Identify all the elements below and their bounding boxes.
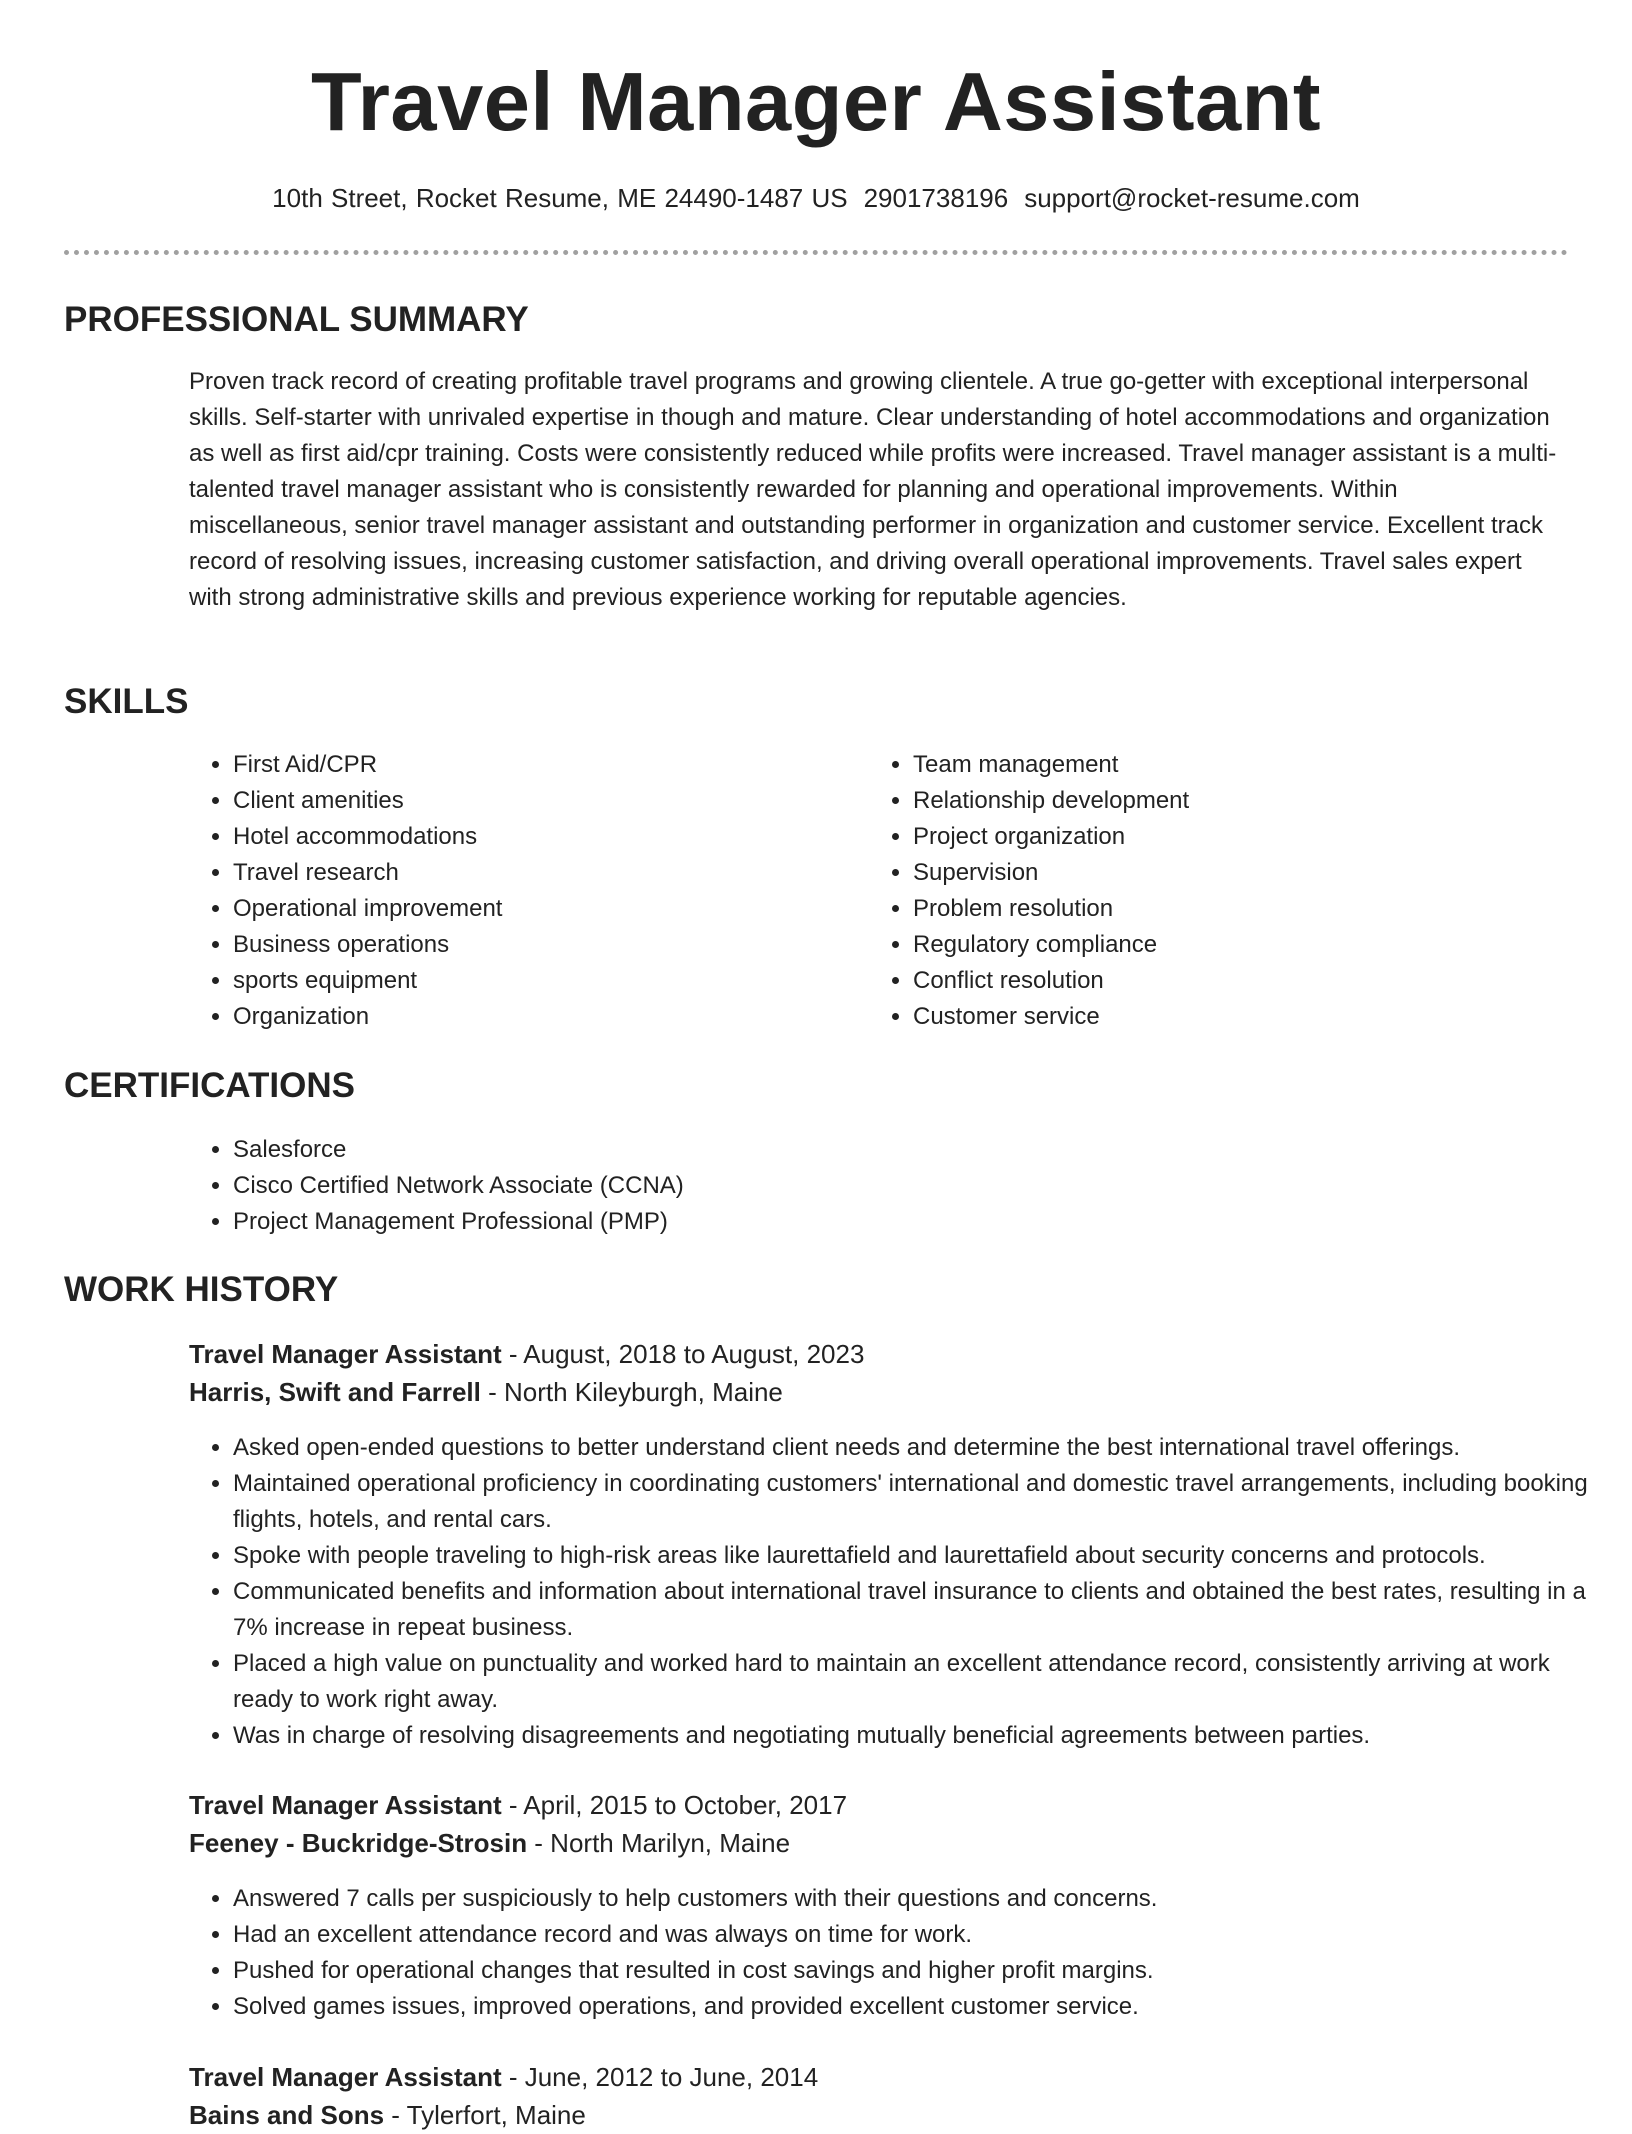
job-bullet: • Answered 7 calls per suspiciously to help customers with their questions and concerns.	[233, 1881, 1603, 1917]
job-location: - North Marilyn, Maine	[527, 1828, 791, 1858]
job-company-line	[189, 1373, 783, 1411]
contact-line	[0, 181, 1632, 215]
job-bullets	[189, 1881, 1603, 2025]
certification-item: • Cisco Certified Network Associate (CCNA)	[233, 1168, 1603, 1204]
skill-item: • Client amenities	[233, 783, 833, 819]
contact-phone: 2901738196	[863, 183, 1009, 213]
job-location: - Tylerfort, Maine	[384, 2100, 586, 2130]
job-bullet: • Pushed for operational changes that resulted in cost savings and higher profit margins.	[233, 1953, 1603, 1989]
job-company: Harris, Swift and Farrell	[189, 1377, 481, 1407]
section-title-summary: PROFESSIONAL SUMMARY	[64, 300, 529, 339]
skill-item: • First Aid/CPR	[233, 747, 833, 783]
certifications-list	[189, 1132, 1603, 1240]
job-bullet: • Maintained operational proficiency in coordinating customers' international and domestic travel arrangements, including booking flights, hotels, and rental cars.	[233, 1466, 1603, 1538]
skill-item: • Relationship development	[913, 783, 1513, 819]
certification-item: • Project Management Professional (PMP)	[233, 1204, 1603, 1240]
job-bullet: • Was in charge of resolving disagreements and negotiating mutually beneficial agreements between parties.	[233, 1718, 1603, 1754]
job-title-line	[189, 1786, 847, 1824]
job-role: Travel Manager Assistant	[189, 1790, 502, 1820]
skill-item: • Project organization	[913, 819, 1513, 855]
job-title-line	[189, 2058, 818, 2096]
section-title-certifications: CERTIFICATIONS	[64, 1066, 356, 1105]
skill-item: • Hotel accommodations	[233, 819, 833, 855]
job-location: - North Kileyburgh, Maine	[480, 1377, 783, 1407]
resume-name: Travel Manager Assistant	[311, 55, 1321, 148]
skill-item: • Operational improvement	[233, 891, 833, 927]
skills-list-left	[189, 747, 833, 1035]
header-divider	[64, 250, 1568, 255]
skill-item: • Problem resolution	[913, 891, 1513, 927]
job-company: Bains and Sons	[189, 2100, 385, 2130]
job-dates: - June, 2012 to June, 2014	[501, 2062, 819, 2092]
job-dates: - April, 2015 to October, 2017	[501, 1790, 848, 1820]
job-dates: - August, 2018 to August, 2023	[501, 1339, 865, 1369]
skill-item: • Travel research	[233, 855, 833, 891]
summary-text: Proven track record of creating profitable travel programs and growing clientele. A true go-getter with exceptional interpersonal skills. Self-starter with unrivaled expertise in though and mature. Clear understanding of hotel accommodations and organization as well as first aid/cpr training. Costs were consistently reduced while profits were increased. Travel manager assistant is a multi-talented travel manager assistant who is consistently rewarded for planning and operational improvements. Within miscellaneous, senior travel manager assistant and outstanding performer in organization and customer service. Excellent track record of resolving issues, increasing customer satisfaction, and driving overall operational improvements. Travel sales expert with strong administrative skills and previous experience working for reputable agencies.	[189, 368, 1557, 611]
job-bullet: • Spoke with people traveling to high-risk areas like laurettafield and laurettafield about security concerns and protocols.	[233, 1538, 1603, 1574]
job-bullet: • Asked open-ended questions to better understand client needs and determine the best international travel offerings.	[233, 1430, 1603, 1466]
job-bullet: • Placed a high value on punctuality and worked hard to maintain an excellent attendance record, consistently arriving at work ready to work right away.	[233, 1646, 1603, 1718]
job-title-line	[189, 1335, 864, 1373]
certification-item: • Salesforce	[233, 1132, 1603, 1168]
skill-item: • Business operations	[233, 927, 833, 963]
job-bullets	[189, 1430, 1603, 1754]
job-company-line	[189, 2096, 586, 2134]
skill-item: • sports equipment	[233, 963, 833, 999]
section-title-work-history: WORK HISTORY	[64, 1270, 339, 1309]
job-role: Travel Manager Assistant	[189, 1339, 502, 1369]
job-bullet: • Communicated benefits and information about international travel insurance to clients and obtained the best rates, resulting in a 7% increase in repeat business.	[233, 1574, 1603, 1646]
contact-address: 10th Street, Rocket Resume, ME 24490-1487 US	[272, 183, 848, 213]
skills-list-right	[869, 747, 1513, 1035]
job-bullet: • Solved games issues, improved operations, and provided excellent customer service.	[233, 1989, 1603, 2025]
skill-item: • Supervision	[913, 855, 1513, 891]
skill-item: • Team management	[913, 747, 1513, 783]
job-company-line	[189, 1824, 790, 1862]
skill-item: • Regulatory compliance	[913, 927, 1513, 963]
skill-item: • Organization	[233, 999, 833, 1035]
job-bullet: • Had an excellent attendance record and was always on time for work.	[233, 1917, 1603, 1953]
skill-item: • Conflict resolution	[913, 963, 1513, 999]
contact-email: support@rocket-resume.com	[1024, 183, 1360, 213]
skill-item: • Customer service	[913, 999, 1513, 1035]
job-role: Travel Manager Assistant	[189, 2062, 502, 2092]
section-title-skills: SKILLS	[64, 682, 189, 721]
job-company: Feeney - Buckridge-Strosin	[189, 1828, 528, 1858]
